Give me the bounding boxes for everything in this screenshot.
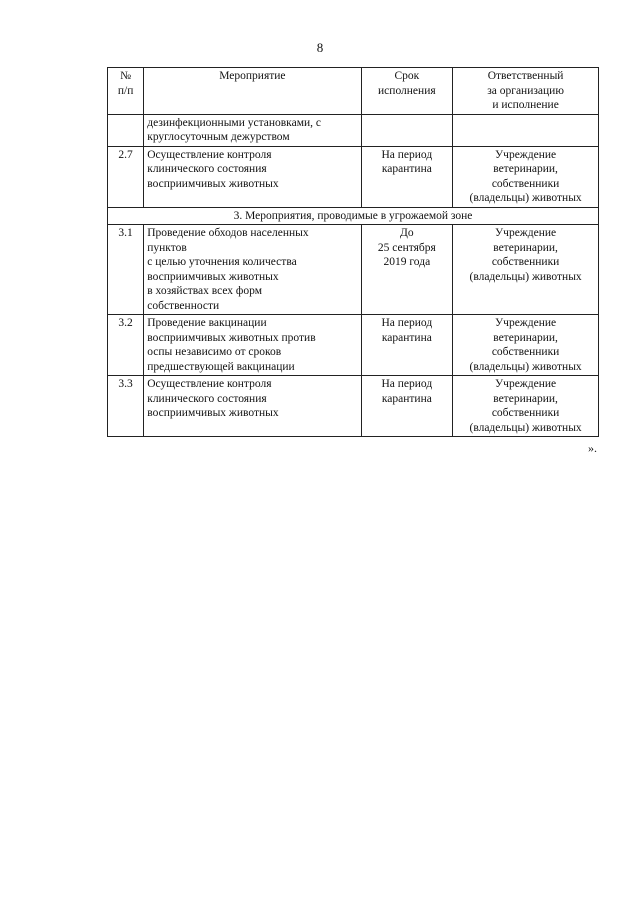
table-row <box>108 315 599 376</box>
table-row <box>108 376 599 437</box>
table-row <box>108 225 599 315</box>
cell-activity: Проведение вакцинации восприимчивых животных против оспы независимо от сроков предшествующей вакцинации <box>144 315 361 376</box>
cell-responsible: Учреждение ветеринарии, собственники (владельцы) животных <box>453 315 599 376</box>
section-heading-row <box>108 207 599 225</box>
cell-responsible: Учреждение ветеринарии, собственники (владельцы) животных <box>453 225 599 315</box>
cell-activity: Осуществление контроля клинического состояния восприимчивых животных <box>144 146 361 207</box>
table-row <box>108 114 599 146</box>
cell-num: 3.2 <box>108 315 144 376</box>
section-heading: 3. Мероприятия, проводимые в угрожаемой зоне <box>108 207 599 225</box>
cell-responsible <box>453 114 599 146</box>
cell-num: 2.7 <box>108 146 144 207</box>
cell-term: До 25 сентября 2019 года <box>361 225 453 315</box>
table-header-row <box>108 68 599 115</box>
cell-term: На период карантина <box>361 315 453 376</box>
cell-term: На период карантина <box>361 376 453 437</box>
cell-num: 3.3 <box>108 376 144 437</box>
measures-table <box>107 67 599 437</box>
cell-activity: Осуществление контроля клинического состояния восприимчивых животных <box>144 376 361 437</box>
cell-term <box>361 114 453 146</box>
header-term: Срок исполнения <box>361 68 453 115</box>
header-responsible: Ответственный за организацию и исполнение <box>453 68 599 115</box>
cell-activity: дезинфекционными установками, с круглосуточным дежурством <box>144 114 361 146</box>
cell-responsible: Учреждение ветеринарии, собственники (владельцы) животных <box>453 146 599 207</box>
cell-activity: Проведение обходов населенных пунктов с целью уточнения количества восприимчивых животных в хозяйствах всех форм собственности <box>144 225 361 315</box>
cell-num: 3.1 <box>108 225 144 315</box>
page-number: 8 <box>316 40 324 55</box>
cell-num <box>108 114 144 146</box>
header-activity: Мероприятие <box>144 68 361 115</box>
cell-term: На период карантина <box>361 146 453 207</box>
cell-responsible: Учреждение ветеринарии, собственники (владельцы) животных <box>453 376 599 437</box>
closing-quote-mark: ». <box>588 441 597 455</box>
table-row <box>108 146 599 207</box>
header-num: № п/п <box>108 68 144 115</box>
